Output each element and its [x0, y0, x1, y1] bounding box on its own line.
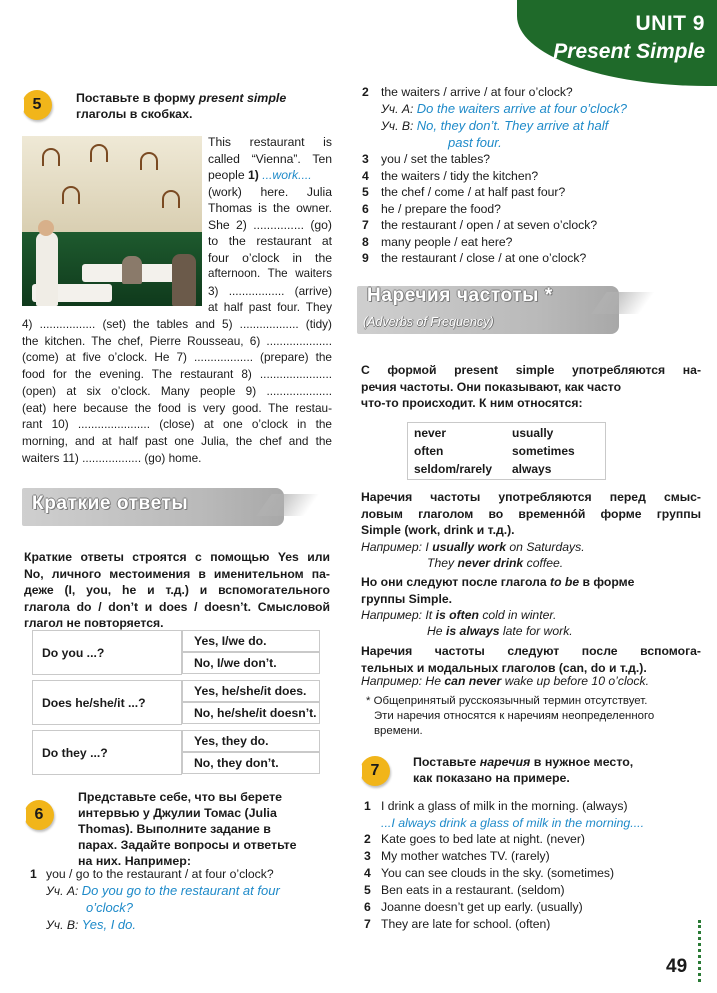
adverbs-rule-2: Но они следуют после глагола to be в форме группы Simple.: [361, 575, 635, 606]
footnote: * Общепринятый русскоязычный термин отсутствует. Эти наречия относятся к наречиям неопределенного времени.: [366, 695, 655, 737]
list-item: 6 he / prepare the food?: [362, 201, 501, 216]
list-item: 2 the waiters / arrive / at four o’clock?: [362, 85, 573, 99]
waiter-head: [38, 220, 54, 236]
list-item: 5 the chef / come / at half past four?: [362, 185, 566, 199]
example-3: Например: It is often cold in winter.: [361, 608, 557, 622]
guest-figure: [122, 256, 142, 284]
page-number: 49: [666, 956, 688, 977]
example-2: They never drink coffee.: [427, 556, 564, 570]
short-answers-rule: Краткие ответы строятся с помощью Yes или No, личного местоимения в именительном па- деже (I, you, he и т.д.) и вспомогательного глагола do / don’t и does / doesn’t. Смысловой глагол не повторяется.: [24, 550, 330, 631]
antler-decoration: [140, 152, 158, 170]
task-6-badge: 6: [24, 800, 54, 830]
example-5: Например: He can never wake up before 10 o’clock.: [361, 674, 650, 688]
adverbs-rule-1: Наречия частоты употребляются перед смыс- ловым глаголом во временнóй форме группы Simple (work, drink и т.д.).: [361, 490, 701, 538]
list-item: 3 you / set the tables?: [362, 152, 491, 166]
list-item: 9 the restaurant / close / at one o’clock?: [362, 251, 587, 265]
unit-label: UNIT 9: [635, 12, 705, 35]
guest-figure: [172, 254, 196, 306]
task-7-badge: 7: [360, 756, 390, 786]
adverbs-heading: Наречия частоты *: [367, 285, 553, 306]
ribbon-brush-tail: [591, 292, 654, 314]
list-item: 6 Joanne doesn’t get up early. (usually): [364, 900, 583, 914]
ribbon-brush-tail: [256, 494, 319, 516]
adverbs-intro: С формой present simple употребляются на- речия частоты. Они показывают, как часто что-то происходит. К ним относятся:: [361, 363, 701, 411]
unit-title: Present Simple: [553, 40, 705, 63]
adverbs-table: never often seldom/rarely usually sometimes always: [407, 422, 606, 480]
adverbs-ribbon: [357, 286, 619, 334]
list-item: 8 many people / eat here?: [362, 234, 513, 249]
task-5-title: Поставьте в форму present simple глаголы в скобках.: [76, 91, 287, 121]
task-6-title: Представьте себе, что вы берете интервью у Джулии Томас (Julia Thomas). Выполните задание в парах. Задайте вопросы и ответьте на них. Например:: [78, 790, 297, 868]
task-7-title: Поставьте наречия в нужное место, как показано на примере.: [413, 755, 634, 785]
short-answers-row: Do you ...? Yes, I/we do. No, I/we don’t.: [32, 630, 320, 675]
short-answers-heading: Краткие ответы: [32, 493, 189, 514]
antler-decoration: [90, 144, 108, 162]
page-edge-dots: [698, 920, 701, 982]
list-item: 7 They are late for school. (often): [364, 917, 551, 931]
adverbs-rule-3: Наречия частоты следуют после вспомога- тельных и модальных глаголов (can, do и т.д.).: [361, 644, 701, 675]
answer-work: ...work....: [262, 168, 312, 182]
adverbs-subheading: (Adverbs of Frequency): [363, 315, 494, 329]
list-item: 2 Kate goes to bed late at night. (never): [364, 832, 585, 846]
list-item: 7 the restaurant / open / at seven o’clock?: [362, 218, 598, 232]
list-item: 4 You can see clouds in the sky. (sometimes): [364, 866, 615, 880]
example-1: Например: I usually work on Saturdays.: [361, 540, 585, 554]
antler-decoration: [42, 148, 60, 166]
waiter-figure: [36, 232, 58, 306]
antler-decoration: [162, 190, 180, 208]
short-answers-row: Do they ...? Yes, they do. No, they don’t.: [32, 730, 320, 775]
list-item: 3 My mother watches TV. (rarely): [364, 849, 550, 863]
example-4: He is always late for work.: [427, 624, 573, 638]
list-item: 4 the waiters / tidy the kitchen?: [362, 168, 539, 183]
list-item: 5 Ben eats in a restaurant. (seldom): [364, 883, 565, 897]
antler-decoration: [62, 186, 80, 204]
restaurant-photo: [22, 136, 202, 306]
short-answers-row: Does he/she/it ...? Yes, he/she/it does. No, he/she/it doesn’t.: [32, 680, 320, 725]
list-item: 1 I drink a glass of milk in the morning. (always): [364, 799, 628, 813]
task-5-badge: 5: [22, 90, 52, 120]
short-answers-ribbon: [22, 488, 284, 526]
